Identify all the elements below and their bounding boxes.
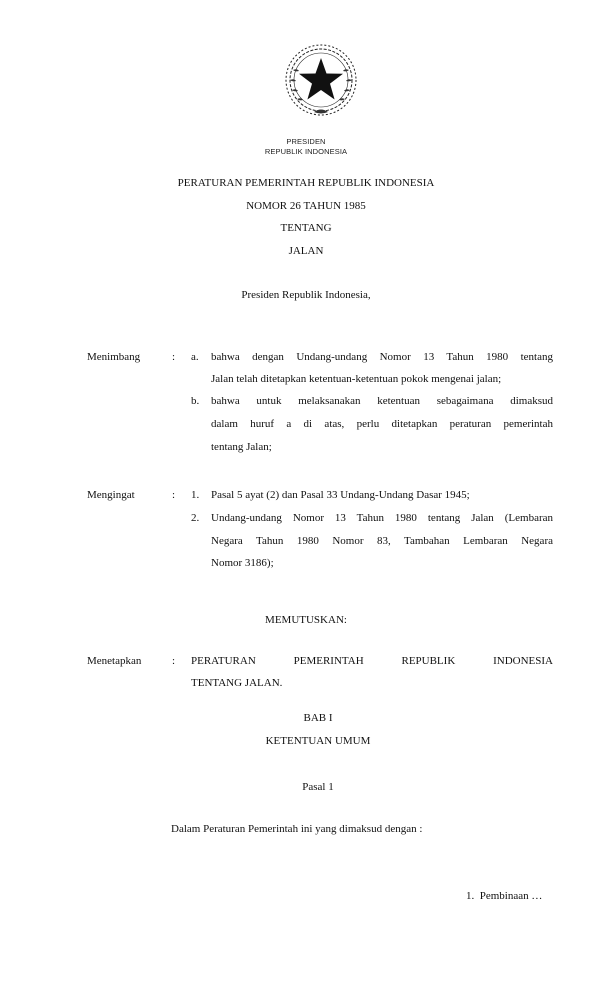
pasal-number: Pasal 1	[302, 781, 334, 793]
regulation-number: NOMOR 26 TAHUN 1985	[246, 200, 366, 212]
menimbang-b-line-2: dalam huruf a di atas, perlu ditetapkan peraturan pemerintah	[211, 418, 553, 430]
regulation-title: PERATURAN PEMERINTAH REPUBLIK INDONESIA	[177, 177, 435, 189]
menimbang-label: Menimbang	[87, 351, 141, 363]
menimbang-b-line-1: bahwa untuk melaksanakan ketentuan sebagaimana dimaksud	[211, 395, 553, 407]
menimbang-marker-a: a.	[191, 351, 199, 363]
menimbang-b-line-3: tentang Jalan;	[211, 441, 272, 453]
mengingat-2-line-2: Negara Tahun 1980 Nomor 83, Tambahan Lembaran Negara	[211, 535, 553, 547]
menetapkan-label: Menetapkan	[87, 655, 142, 667]
menetapkan-colon: :	[172, 655, 176, 667]
pasal-intro: Dalam Peraturan Pemerintah ini yang dimaksud dengan :	[171, 823, 423, 835]
menetapkan-line-1: PERATURAN PEMERINTAH REPUBLIK INDONESIA	[191, 655, 553, 667]
mengingat-2-line-3: Nomor 3186);	[211, 557, 274, 569]
menetapkan-line-2: TENTANG JALAN.	[191, 677, 283, 689]
bab-title: KETENTUAN UMUM	[265, 735, 371, 747]
mengingat-marker-2: 2.	[191, 512, 200, 524]
menimbang-marker-b: b.	[191, 395, 200, 407]
office-line-1: PRESIDEN	[286, 137, 326, 146]
mengingat-1-line-1: Pasal 5 ayat (2) dan Pasal 33 Undang-Undang Dasar 1945;	[211, 489, 470, 501]
regulation-tentang: TENTANG	[280, 222, 332, 234]
regulation-subject: JALAN	[288, 245, 324, 257]
mengingat-colon: :	[172, 489, 176, 501]
preamble: Presiden Republik Indonesia,	[241, 289, 371, 301]
bab-number: BAB I	[303, 712, 333, 724]
menimbang-a-line-1: bahwa dengan Undang-undang Nomor 13 Tahun 1980 tentang	[211, 351, 553, 363]
mengingat-2-line-1: Undang-undang Nomor 13 Tahun 1980 tentang Jalan (Lembaran	[211, 512, 553, 524]
memutuskan-heading: MEMUTUSKAN:	[265, 614, 347, 626]
menimbang-colon: :	[172, 351, 176, 363]
office-line-2: REPUBLIK INDONESIA	[264, 147, 348, 156]
mengingat-marker-1: 1.	[191, 489, 200, 501]
page-continuation: 1. Pembinaan …	[466, 890, 543, 902]
garuda-star-wreath-emblem-icon	[281, 40, 361, 120]
mengingat-label: Mengingat	[87, 489, 135, 501]
menimbang-a-line-2: Jalan telah ditetapkan ketentuan-ketentuan pokok mengenai jalan;	[211, 373, 502, 385]
